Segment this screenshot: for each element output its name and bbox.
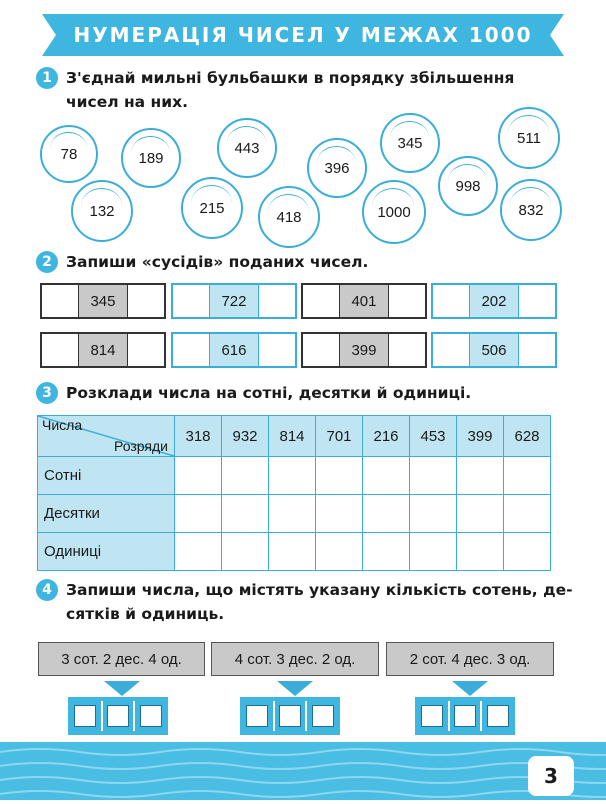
neighbor-given-number: 399 <box>340 334 388 366</box>
task-number-1: 1 <box>36 67 58 89</box>
task-1-instruction <box>36 66 514 114</box>
neighbor-given-number: 401 <box>340 285 388 317</box>
answer-cell[interactable] <box>222 533 269 571</box>
neighbor-after-cell[interactable] <box>389 334 425 366</box>
neighbor-group <box>40 332 166 368</box>
neighbor-before-cell[interactable] <box>433 285 470 317</box>
answer-cell[interactable] <box>504 457 551 495</box>
answer-cell[interactable] <box>175 457 222 495</box>
task-1-line2: чисел на них. <box>66 93 188 111</box>
bubble[interactable] <box>307 138 367 198</box>
answer-cell[interactable] <box>363 533 410 571</box>
place-value-table <box>37 415 551 571</box>
digit-input[interactable] <box>74 705 96 727</box>
composition-prompt: 3 сот. 2 дес. 4 од. <box>38 642 205 676</box>
neighbor-given-number: 345 <box>79 285 127 317</box>
table-column-header: 701 <box>316 416 363 457</box>
digit-answer-box <box>240 697 340 735</box>
corner-numbers-label: Числа <box>42 417 83 433</box>
task-4-instruction <box>36 578 573 626</box>
neighbor-group <box>171 283 297 319</box>
arrow-down-icon <box>104 681 140 696</box>
bubble[interactable] <box>380 113 440 173</box>
bubble-number: 345 <box>397 134 423 152</box>
table-column-header: 318 <box>175 416 222 457</box>
table-column-header: 453 <box>410 416 457 457</box>
neighbor-after-cell[interactable] <box>519 285 555 317</box>
bubble-number: 396 <box>324 159 350 177</box>
answer-cell[interactable] <box>175 495 222 533</box>
neighbor-group <box>40 283 166 319</box>
task-2-instruction <box>36 250 368 274</box>
digit-input[interactable] <box>279 705 301 727</box>
digit-input[interactable] <box>454 705 476 727</box>
task-3-instruction <box>36 381 471 405</box>
bubble[interactable] <box>258 186 320 248</box>
neighbor-before-cell[interactable] <box>433 334 470 366</box>
task-number-3: 3 <box>36 382 58 404</box>
bubble-number: 189 <box>138 149 164 167</box>
table-row <box>38 495 551 533</box>
digit-input[interactable] <box>421 705 443 727</box>
neighbor-given-number: 722 <box>210 285 258 317</box>
bubble[interactable] <box>40 125 98 183</box>
neighbor-after-cell[interactable] <box>259 285 295 317</box>
answer-cell[interactable] <box>410 495 457 533</box>
bubble-number: 998 <box>455 177 481 195</box>
bubble[interactable] <box>500 179 562 241</box>
table-row <box>38 457 551 495</box>
answer-cell[interactable] <box>175 533 222 571</box>
task-4-line2: сятків й одиниць. <box>66 605 225 623</box>
neighbor-given-number: 202 <box>470 285 518 317</box>
bubble-number: 78 <box>60 145 78 163</box>
answer-cell[interactable] <box>269 533 316 571</box>
neighbor-before-cell[interactable] <box>42 334 79 366</box>
bubble[interactable] <box>498 107 560 169</box>
neighbor-before-cell[interactable] <box>303 285 340 317</box>
corner-places-label: Розряди <box>114 438 168 454</box>
table-row <box>38 533 551 571</box>
answer-cell[interactable] <box>410 457 457 495</box>
table-row-header: Десятки <box>38 495 175 533</box>
answer-cell[interactable] <box>269 457 316 495</box>
neighbor-before-cell[interactable] <box>173 285 210 317</box>
neighbor-group <box>431 332 557 368</box>
answer-cell[interactable] <box>363 495 410 533</box>
neighbor-group <box>301 283 427 319</box>
neighbor-group <box>301 332 427 368</box>
answer-cell[interactable] <box>504 495 551 533</box>
neighbor-after-cell[interactable] <box>259 334 295 366</box>
composition-prompt: 2 сот. 4 дес. 3 од. <box>386 642 554 676</box>
bubble[interactable] <box>71 180 133 242</box>
digit-input[interactable] <box>487 705 509 727</box>
bubble-number: 418 <box>276 208 302 226</box>
neighbor-given-number: 506 <box>470 334 518 366</box>
neighbor-group <box>171 332 297 368</box>
table-row-header: Одиниці <box>38 533 175 571</box>
neighbor-before-cell[interactable] <box>173 334 210 366</box>
neighbor-group <box>431 283 557 319</box>
bubble[interactable] <box>362 180 426 244</box>
task-3-text: Розклади числа на сотні, десятки й одиниці. <box>66 384 472 402</box>
bottom-water-decoration <box>0 742 606 800</box>
bubble[interactable] <box>181 177 243 239</box>
answer-cell[interactable] <box>457 457 504 495</box>
neighbor-before-cell[interactable] <box>303 334 340 366</box>
bubble-number: 1000 <box>377 203 411 221</box>
answer-cell[interactable] <box>410 533 457 571</box>
table-column-header: 216 <box>363 416 410 457</box>
task-number-4: 4 <box>36 579 58 601</box>
table-column-header: 399 <box>457 416 504 457</box>
arrow-down-icon <box>452 681 488 696</box>
bubble-number: 215 <box>199 199 225 217</box>
bubble[interactable] <box>121 128 181 188</box>
answer-cell[interactable] <box>222 457 269 495</box>
title-banner <box>42 14 564 56</box>
table-column-header: 814 <box>269 416 316 457</box>
answer-cell[interactable] <box>222 495 269 533</box>
table-row-header: Сотні <box>38 457 175 495</box>
digit-input[interactable] <box>312 705 334 727</box>
task-1-line1: З'єднай мильні бульбашки в порядку збільшення <box>66 69 515 87</box>
bubble-number: 132 <box>89 202 115 220</box>
answer-cell[interactable] <box>269 495 316 533</box>
task-2-text: Запиши «сусідів» поданих чисел. <box>66 253 369 271</box>
answer-cell[interactable] <box>457 495 504 533</box>
arrow-down-icon <box>277 681 313 696</box>
neighbor-after-cell[interactable] <box>389 285 425 317</box>
neighbor-given-number: 616 <box>210 334 258 366</box>
answer-cell[interactable] <box>504 533 551 571</box>
bubble-number: 511 <box>517 129 541 147</box>
answer-cell[interactable] <box>316 457 363 495</box>
bubble[interactable] <box>438 156 498 216</box>
digit-input[interactable] <box>246 705 268 727</box>
neighbor-before-cell[interactable] <box>42 285 79 317</box>
digit-input[interactable] <box>107 705 129 727</box>
composition-prompt: 4 сот. 3 дес. 2 од. <box>211 642 379 676</box>
neighbor-after-cell[interactable] <box>519 334 555 366</box>
answer-cell[interactable] <box>316 495 363 533</box>
bubble-number: 443 <box>234 139 260 157</box>
task-4-line1: Запиши числа, що містять указану кількість сотень, де- <box>66 581 573 599</box>
table-column-header: 628 <box>504 416 551 457</box>
answer-cell[interactable] <box>457 533 504 571</box>
table-corner-cell <box>38 416 175 457</box>
neighbor-after-cell[interactable] <box>128 285 164 317</box>
digit-answer-box <box>415 697 515 735</box>
page-title: НУМЕРАЦІЯ ЧИСЕЛ У МЕЖАХ 1000 <box>73 23 533 47</box>
answer-cell[interactable] <box>316 533 363 571</box>
answer-cell[interactable] <box>363 457 410 495</box>
bubble[interactable] <box>217 118 277 178</box>
digit-answer-box <box>68 697 168 735</box>
bubble-number: 832 <box>518 201 544 219</box>
page-number: 3 <box>528 756 574 796</box>
neighbor-given-number: 814 <box>79 334 127 366</box>
neighbor-after-cell[interactable] <box>128 334 164 366</box>
table-header-row <box>38 416 551 457</box>
task-number-2: 2 <box>36 251 58 273</box>
digit-input[interactable] <box>140 705 162 727</box>
table-column-header: 932 <box>222 416 269 457</box>
